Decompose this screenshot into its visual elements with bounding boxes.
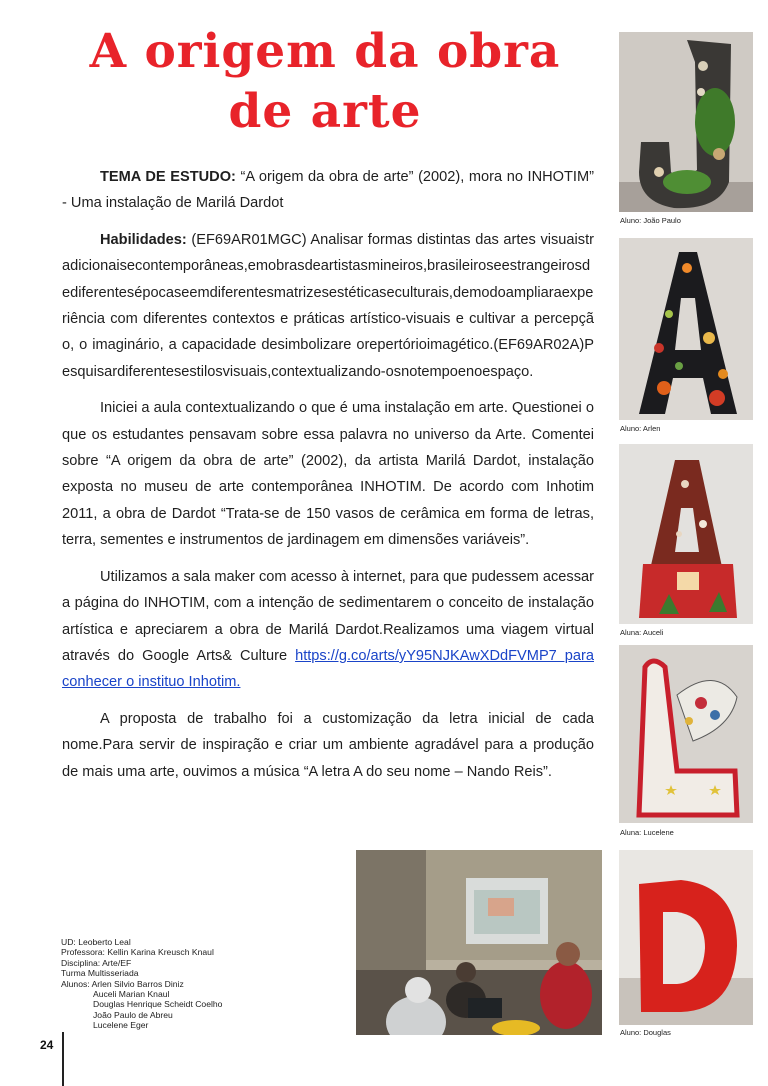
credits-block [61,937,301,1031]
paragraph-2 [62,564,594,696]
photo-letter-l [619,645,753,823]
credit-aluno: Auceli Marian Knaul [93,989,170,1000]
habilidades-text: (EF69AR01MGC) Analisar formas distintas das artes visuaistradicionaisecontemporâneas,emobrasdeartistasmineiros,brasileiroseestrangeirosdediferentesépocaseemdiferentesmatrizesestéticaseculturais,demodoampliaraexperiência com diferentes contextos e práticas artístico-visuais e cultivar a percepção, o imaginário, a capacidade desimbolizare orepertórioimagético.(EF69AR02A)Pesquisardiferentesestilosvisuais,contextualizando-osnotempoenoespaço. [62,231,594,380]
paragraph-3: A proposta de trabalho foi a customização da letra inicial de cada nome.Para servir de inspiração e criar um ambiente agradável para a produção de mais uma arte, ouvimos a música “A letra A do seu nome – Nando Reis”. [62,710,594,780]
credit-aluno: Lucelene Eger [93,1020,149,1031]
letter-j-sculpture-image [619,32,753,212]
letter-a-floral-image [619,238,753,420]
photo-letter-a-auceli [619,444,753,624]
habilidades-paragraph [62,227,594,385]
credit-turma: Turma Multisseriada [61,968,139,979]
photo-caption-2: Aluno: Arlen [620,424,661,433]
photo-classroom [356,850,602,1035]
letter-a-seeds-image [619,444,753,624]
photo-caption-4: Aluna: Lucelene [620,828,674,837]
photo-caption-1: Aluno: João Paulo [620,216,681,225]
photo-letter-j [619,32,753,212]
paragraph-2-text: Utilizamos a sala maker com acesso à internet, para que pudessem acessar a página do INHOTIM, com a intenção de sedimentarem o conceito de instalação artística e apreciarem a obra de Marilá Dardot.Realizamos uma viagem virtual através do Google Arts& Culture [62,568,594,664]
habilidades-label: Habilidades: [100,231,187,248]
letter-d-glitter-image [619,850,753,1025]
credit-ud: UD: Leoberto Leal [61,937,131,947]
credit-alunos: Alunos: Arlen Silvio Barros Diniz [61,978,184,989]
page-number: 24 [40,1038,54,1052]
photo-caption-5: Aluno: Douglas [620,1028,671,1037]
title-line-2: de arte [228,84,422,139]
photo-letter-a-arlen [619,238,753,420]
credit-aluno: Douglas Henrique Scheidt Coelho [93,999,223,1010]
credit-professora: Professora: Kellin Karina Kreusch Knaul [61,947,214,958]
paragraph-1: Iniciei a aula contextualizando o que é uma instalação em arte. Questionei o que os estudantes pensavam sobre essa palavra no universo da Arte. Comentei sobre “A origem da obra de arte” (2002), da artista Marilá Dardot, instalação exposta no museu de arte contemporânea INHOTIM. De acordo com Inhotim 2011, a obra de Dardot “Trata-se de 150 vasos de cerâmica em forma de letras, terra, sementes e instrumentos de jardinagem em dimensões variáveis”. [62,400,594,549]
letter-l-butterfly-image [619,645,753,823]
article-body [62,164,594,785]
photo-letter-d [619,850,753,1025]
page-title [40,22,610,142]
photo-caption-3: Aluna: Auceli [620,628,664,637]
inhotim-link[interactable]: https://g.co/arts/yY95NJKAwXDdFVMP7 para conhecer o instituo Inhotim. [62,647,594,691]
tema-paragraph [62,164,594,217]
title-line-1: A origem da obra [89,24,561,79]
credit-aluno: João Paulo de Abreu [93,1009,173,1020]
classroom-projection-image [356,850,602,1035]
tema-label: TEMA DE ESTUDO: [100,169,236,185]
credit-disciplina: Disciplina: Arte/EF [61,957,132,968]
page-number-rule [62,1032,64,1086]
tema-text: “A origem da obra de arte” (2002), mora no INHOTIM” - Uma instalação de Marilá Dardot [62,169,594,212]
